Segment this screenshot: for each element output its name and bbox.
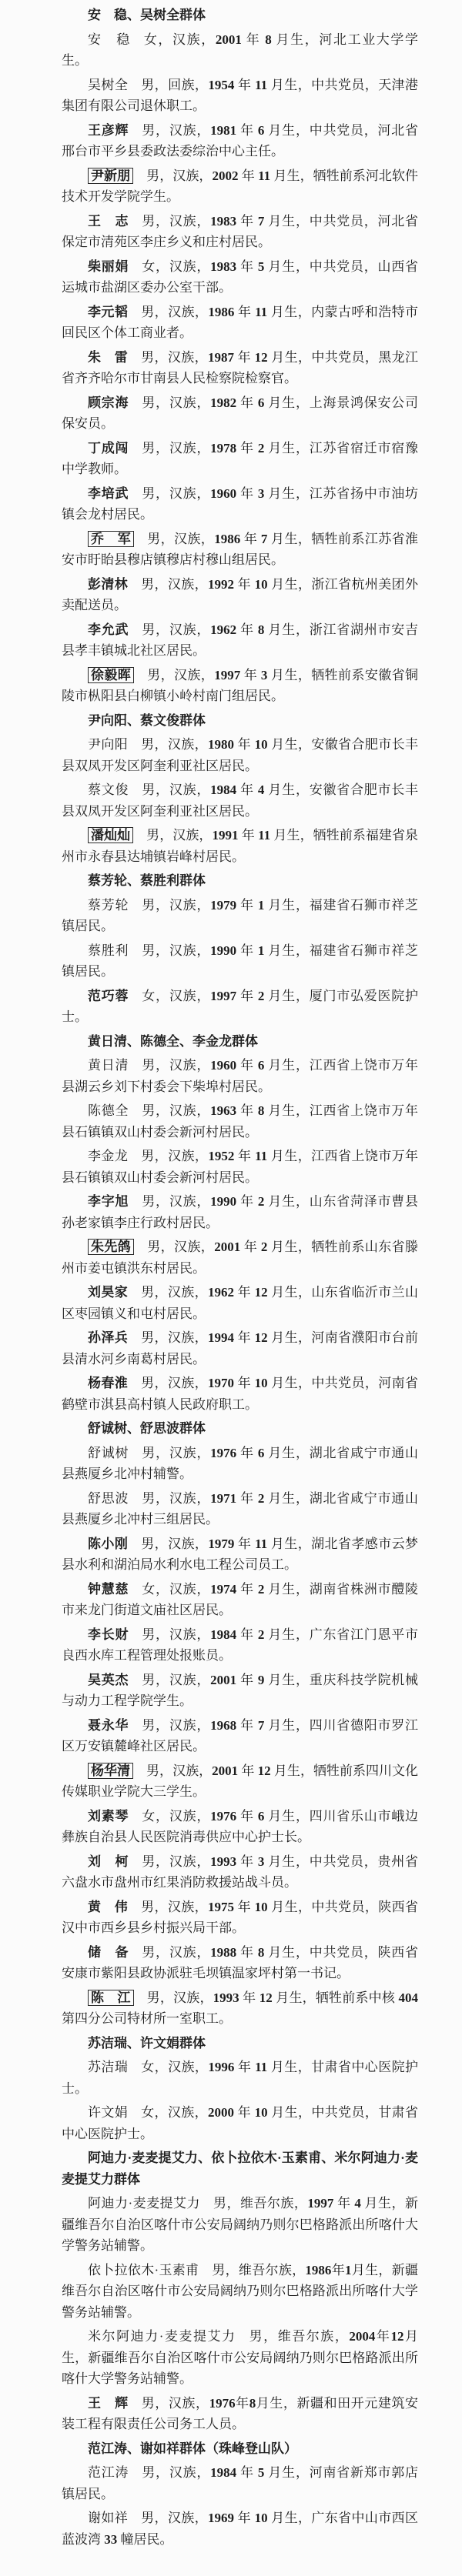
person-name: 朱 雷 <box>88 349 129 365</box>
person-name: 范江涛 <box>88 2465 129 2480</box>
person-details: 男，汉族，1981 年 6 月生，中共党员，河北省邢台市平乡县委政法委综治中心主任。 <box>62 122 419 158</box>
entry-paragraph <box>62 75 418 117</box>
entry-paragraph <box>62 1373 418 1415</box>
person-name: 刘昊家 <box>88 1285 129 1300</box>
person-details: 男，汉族，1990 年 2 月生，山东省菏泽市曹县孙老家镇李庄行政村居民。 <box>62 1194 419 1230</box>
entry-paragraph <box>62 1715 418 1757</box>
person-details: 女，汉族，1974 年 2 月生，湖南省株洲市醴陵市来龙门街道文庙社区居民。 <box>62 1581 419 1617</box>
entry-paragraph <box>62 1282 418 1324</box>
entry-paragraph <box>62 2193 418 2257</box>
person-details: 男，汉族，1976 年 6 月生，湖北省咸宁市通山县燕厦乡北冲村辅警。 <box>62 1445 419 1481</box>
person-details: 男，汉族，1991 年 11 月生，牺牲前系福建省泉州市永春县达埔镇岩峰村居民。 <box>62 828 419 864</box>
entry-paragraph <box>62 2508 418 2550</box>
entry-paragraph <box>62 619 418 662</box>
person-details: 男，汉族，1978 年 2 月生，江苏省宿迁市宿豫中学教师。 <box>62 440 419 476</box>
group-header: 舒诚树、舒思波群体 <box>88 1421 206 1436</box>
person-name-boxed: 尹新朋 <box>88 168 133 184</box>
entry-paragraph <box>62 347 418 389</box>
entry-paragraph <box>62 1100 418 1143</box>
person-name: 安 稳 <box>88 32 131 47</box>
person-details: 男，汉族，1994 年 12 月生，河南省濮阳市台前县清水河乡南葛村居民。 <box>62 1330 418 1366</box>
entry-paragraph <box>62 1897 418 1939</box>
entry-paragraph <box>62 2057 418 2099</box>
entry-paragraph <box>62 1624 418 1667</box>
person-details: 男，汉族，1983 年 7 月生，中共党员，河北省保定市清苑区李庄乡义和庄村居民。 <box>62 213 419 249</box>
entry-paragraph <box>62 825 418 867</box>
entry-paragraph <box>62 2260 418 2324</box>
entry-paragraph <box>62 120 418 162</box>
entry-paragraph <box>62 2393 418 2435</box>
entry-paragraph <box>62 1579 418 1621</box>
person-details: 女，汉族，2000 年 10 月生，中共党员，甘肃省中心医院护士。 <box>62 2105 418 2141</box>
entry-paragraph <box>62 1760 418 1803</box>
entry-paragraph <box>62 1942 418 1984</box>
person-name: 钟慧慈 <box>88 1581 129 1597</box>
person-details: 男，汉族，1990 年 1 月生，福建省石狮市祥芝镇居民。 <box>62 943 419 979</box>
person-details: 男，汉族，1960 年 3 月生，江苏省扬中市油坊镇会龙村居民。 <box>62 486 419 522</box>
entry-paragraph <box>62 779 418 822</box>
person-name: 蔡芳轮 <box>88 897 129 913</box>
person-name: 顾宗海 <box>88 395 129 410</box>
person-details: 男，维吾尔族，1997 年 4 月生，新疆维吾尔自治区喀什市公安局阔纳乃则尔巴格路派出所喀什大学警务站辅警。 <box>62 2196 419 2253</box>
group-header: 范江涛、谢如祥群体（珠峰登山队） <box>88 2441 297 2456</box>
person-name: 王 辉 <box>88 2395 129 2411</box>
person-name: 蔡文俊 <box>88 782 129 797</box>
group-header: 尹向阳、蔡文俊群体 <box>88 712 206 728</box>
group-header: 黄日清、陈德全、李金龙群体 <box>88 1033 258 1049</box>
person-details: 男，汉族，1984 年 2 月生，广东省江门恩平市良西水库工程管理处报账员。 <box>62 1627 419 1663</box>
group-header: 阿迪力·麦麦提艾力、依卜拉依木·玉素甫、米尔阿迪力·麦麦提艾力群体 <box>62 2151 418 2187</box>
person-details: 男，汉族，1970 年 10 月生，中共党员，河南省鹤壁市淇县高村镇人民政府职工。 <box>62 1376 418 1412</box>
person-details: 女，汉族，1996 年 11 月生，甘肃省中心医院护士。 <box>62 2060 419 2096</box>
group-header: 蔡芳轮、蔡胜利群体 <box>88 873 206 888</box>
entry-paragraph <box>62 1327 418 1370</box>
person-name: 李字旭 <box>88 1194 129 1209</box>
entry-paragraph <box>62 1670 418 1712</box>
person-name: 阿迪力·麦麦提艾力 <box>88 2196 200 2211</box>
person-name-boxed: 朱先鸽 <box>88 1239 134 1255</box>
group-header: 安 稳、吴树全群体 <box>88 8 206 22</box>
person-details: 男，汉族，1986 年 11 月生，内蒙古呼和浩特市回民区个体工商业者。 <box>62 304 419 340</box>
person-details: 女，汉族，1997 年 2 月生，厦门市弘爱医院护士。 <box>62 988 419 1024</box>
person-details: 男，汉族，1984 年 4 月生，安徽省合肥市长丰县双凤开发区阿奎利亚社区居民。 <box>62 782 419 819</box>
person-details: 女，汉族，1976 年 6 月生，四川省乐山市峨边彝族自治县人民医院消毒供应中心护士长。 <box>62 1808 419 1844</box>
person-details: 女，汉族，1983 年 5 月生，中共党员，山西省运城市盐湖区委办公室干部。 <box>62 259 419 295</box>
person-details: 男，汉族，1960 年 6 月生，江西省上饶市万年县湖云乡刘下村委会下柴埠村居民。 <box>62 1058 419 1094</box>
person-name-boxed: 杨华清 <box>88 1763 133 1779</box>
entry-paragraph <box>62 438 418 480</box>
person-name: 黄日清 <box>88 1058 129 1073</box>
person-details: 男，汉族，1979 年 1 月生，福建省石狮市祥芝镇居民。 <box>62 897 419 933</box>
entry-paragraph <box>62 895 418 937</box>
entry-paragraph <box>62 256 418 299</box>
person-name: 王 志 <box>88 213 129 229</box>
person-name: 尹向阳 <box>88 737 129 752</box>
person-details: 男，维吾尔族，1986年1月生，新疆维吾尔自治区喀什市公安局阔纳乃则尔巴格路派出所喀什大学警务站辅警。 <box>62 2262 418 2320</box>
entry-paragraph <box>62 734 418 776</box>
person-name: 蔡胜利 <box>88 943 129 958</box>
person-details: 男，汉族，1971 年 2 月生，湖北省咸宁市通山县燕厦乡北冲村三组居民。 <box>62 1490 419 1527</box>
entry-paragraph <box>62 2462 418 2504</box>
person-name: 吴树全 <box>88 77 129 92</box>
person-details: 男，汉族，1975 年 10 月生，中共党员，陕西省汉中市西乡县乡村振兴局干部。 <box>62 1899 418 1935</box>
person-name: 储 备 <box>88 1944 129 1960</box>
entry-paragraph <box>62 1806 418 1848</box>
person-details: 男，汉族，1984 年 5 月生，河南省新郑市郭店镇居民。 <box>62 2465 419 2501</box>
entry-paragraph <box>62 2102 418 2144</box>
person-name-boxed: 徐毅晖 <box>88 667 134 683</box>
entry-paragraph <box>62 483 418 526</box>
person-details: 男，汉族，1980 年 10 月生，安徽省合肥市长丰县双凤开发区阿奎利亚社区居民。 <box>62 737 418 773</box>
person-details: 男，汉族，2001 年 9 月生，重庆科技学院机械与动力工程学院学生。 <box>62 1672 419 1708</box>
person-name: 米尔阿迪力·麦麦提艾力 <box>88 2329 236 2344</box>
person-name: 李培武 <box>88 486 129 501</box>
entry-paragraph <box>62 940 418 983</box>
person-name: 舒诚树 <box>88 1445 129 1460</box>
person-name: 李允武 <box>88 622 129 637</box>
entry-paragraph <box>62 1488 418 1530</box>
person-details: 男，汉族，1982 年 6 月生，上海景鸿保安公司保安员。 <box>62 395 419 431</box>
person-name: 李金龙 <box>88 1149 129 1163</box>
entry-paragraph <box>62 2326 418 2390</box>
person-name: 许文娟 <box>88 2105 129 2120</box>
entry-paragraph <box>62 29 418 72</box>
person-name: 聂永华 <box>88 1717 129 1733</box>
person-name: 吴英杰 <box>88 1672 129 1687</box>
person-details: 男，汉族，1988 年 8 月生，中共党员，陕西省安康市紫阳县政协派驻毛坝镇温家坪村第一书记。 <box>62 1944 419 1980</box>
group-header: 苏洁瑞、许文娟群体 <box>88 2035 206 2050</box>
person-details: 男，汉族，1979 年 11 月生，湖北省孝感市云梦县水利和湖泊局水利水电工程公司员工。 <box>62 1536 419 1572</box>
person-name: 陈小刚 <box>88 1536 129 1551</box>
person-details: 男，汉族，2001 年 2 月生，牺牲前系山东省滕州市姜屯镇洪东村居民。 <box>62 1240 419 1276</box>
person-name: 彭清林 <box>88 576 129 592</box>
person-name: 丁成闯 <box>88 440 129 455</box>
person-name: 杨春淮 <box>88 1376 129 1390</box>
person-name: 李元韬 <box>88 304 129 319</box>
person-name: 柴丽娟 <box>88 259 129 274</box>
person-name-boxed: 乔 军 <box>88 531 134 547</box>
entry-paragraph <box>62 165 418 208</box>
person-name-boxed: 陈 江 <box>88 1990 134 2006</box>
person-details: 男，汉族，1997 年 3 月生，牺牲前系安徽省铜陵市枞阳县白柳镇小岭村南门组居民。 <box>62 667 419 703</box>
person-details: 女，汉族，2001 年 8 月生，河北工业大学学生。 <box>62 32 419 68</box>
entry-paragraph <box>62 211 418 253</box>
entry-paragraph <box>62 665 418 707</box>
entry-paragraph <box>62 1191 418 1233</box>
person-name: 孙泽兵 <box>88 1330 129 1345</box>
person-name: 依卜拉依木·玉素甫 <box>88 2262 199 2277</box>
person-name: 李长财 <box>88 1627 129 1642</box>
person-name: 苏洁瑞 <box>88 2060 129 2074</box>
document-body <box>62 5 418 2550</box>
person-details: 男，汉族，1993 年 3 月生，中共党员，贵州省六盘水市盘州市红果消防救援站战斗员。 <box>62 1854 419 1890</box>
person-details: 男，汉族，1962 年 12 月生，山东省临沂市兰山区枣园镇义和屯村居民。 <box>62 1285 418 1321</box>
entry-paragraph <box>62 1146 418 1188</box>
entry-paragraph <box>62 392 418 435</box>
entry-paragraph <box>62 1851 418 1894</box>
person-details: 男，汉族，2001 年 12 月生，牺牲前系四川文化传媒职业学院大三学生。 <box>62 1763 419 1799</box>
entry-paragraph <box>62 574 418 616</box>
person-name: 舒思波 <box>88 1490 129 1506</box>
person-details: 男，汉族，1986 年 7 月生，牺牲前系江苏省淮安市盱眙县穆店镇穆店村穆山组居民。 <box>62 531 419 567</box>
entry-paragraph <box>62 1055 418 1097</box>
person-name: 范巧蓉 <box>88 988 129 1003</box>
entry-paragraph <box>62 1236 418 1279</box>
person-name: 谢如祥 <box>88 2511 129 2525</box>
person-details: 男，汉族，1963 年 8 月生，江西省上饶市万年县石镇镇双山村委会新河村居民。 <box>62 1103 419 1140</box>
person-details: 男，回族，1954 年 11 月生，中共党员，天津港集团有限公司退休职工。 <box>62 77 419 113</box>
person-details: 男，汉族，1976年8月生，新疆和田开元建筑安装工程有限责任公司务工人员。 <box>62 2395 419 2431</box>
person-details: 男，汉族，1969 年 10 月生，广东省中山市西区蓝波湾 33 幢居民。 <box>62 2511 418 2547</box>
entry-paragraph <box>62 529 418 571</box>
person-name: 黄 伟 <box>88 1899 129 1914</box>
entry-paragraph <box>62 986 418 1028</box>
person-details: 男，汉族，1968 年 7 月生，四川省德阳市罗江区万安镇麓峰社区居民。 <box>62 1717 419 1753</box>
entry-paragraph <box>62 1987 418 2030</box>
person-details: 男，汉族，1993 年 12 月生，牺牲前系中核 404 第四分公司特材所一室职工。 <box>62 1990 419 2026</box>
person-name: 刘素琴 <box>88 1808 129 1824</box>
person-name: 陈德全 <box>88 1103 129 1118</box>
person-name-boxed: 潘灿灿 <box>88 827 133 843</box>
person-details: 男，汉族，1992 年 10 月生，浙江省杭州美团外卖配送员。 <box>62 576 418 612</box>
person-details: 男，维吾尔族，2004年12月生，新疆维吾尔自治区喀什市公安局阔纳乃则尔巴格路派出所喀什大学警务站辅警。 <box>62 2329 419 2386</box>
entry-paragraph <box>62 1443 418 1485</box>
person-details: 男，汉族，2002 年 11 月生，牺牲前系河北软件技术开发学院学生。 <box>62 168 419 204</box>
entry-paragraph <box>62 1533 418 1576</box>
person-details: 男，汉族，1962 年 8 月生，浙江省湖州市安吉县孝丰镇城北社区居民。 <box>62 622 419 658</box>
person-details: 男，汉族，1987 年 12 月生，中共党员，黑龙江省齐齐哈尔市甘南县人民检察院检察官。 <box>62 349 418 385</box>
entry-paragraph <box>62 302 418 344</box>
person-name: 王彦辉 <box>88 122 129 138</box>
person-name: 刘 柯 <box>88 1854 129 1869</box>
person-details: 男，汉族，1952 年 11 月生，江西省上饶市万年县石镇镇双山村委会新河村居民。 <box>62 1149 419 1185</box>
